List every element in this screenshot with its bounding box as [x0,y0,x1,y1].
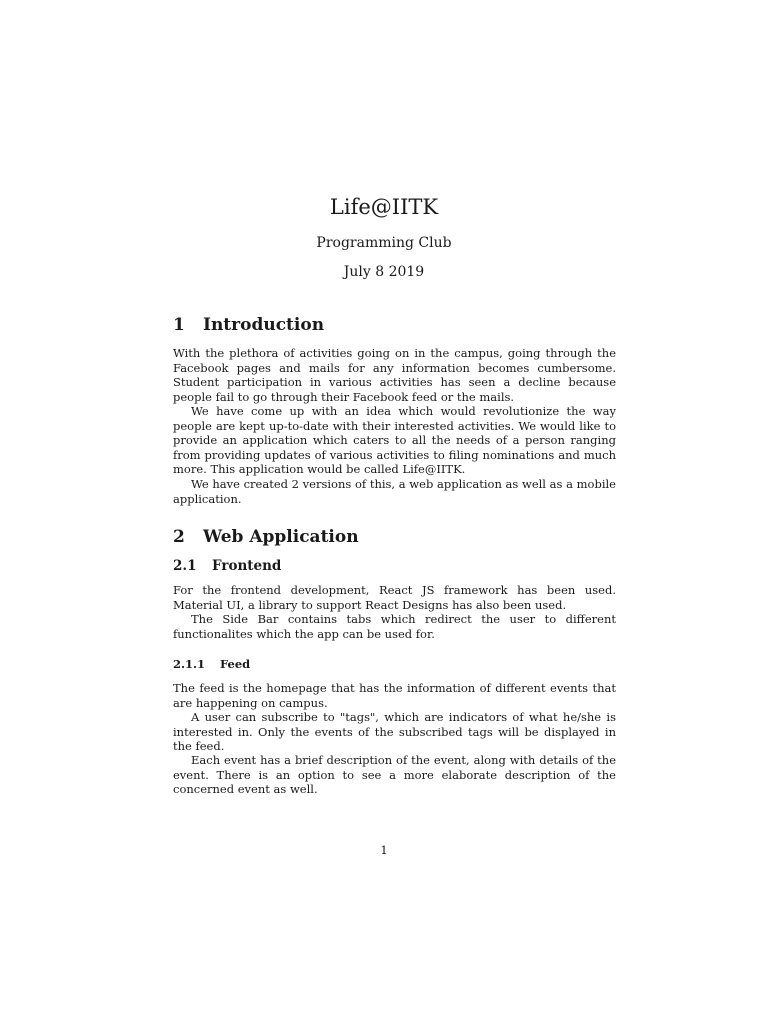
document-author: Programming Club [316,235,452,251]
subsection-number: 2.1 [173,558,197,574]
subsection-heading-frontend [173,558,281,574]
section-heading-web-application [173,527,359,547]
subsubsection-heading-feed [173,657,250,671]
document-date: July 8 2019 [343,264,425,280]
page-number: 1 [380,843,388,857]
subsection-title: Frontend [212,558,282,574]
document-title: Life@IITK [329,195,439,219]
paragraph: Each event has a brief description of the event, along with details of the event. There is an option to see a more elaborate description of the concerned event as well. [173,753,616,797]
section-title: Web Application [203,527,359,547]
paragraph: We have come up with an idea which would revolutionize the way people are kept up-to-date with their interested activities. We would like to provide an application which caters to all the needs of a person ranging from providing updates of various activities to filing nominations and much more. This application would be called Life@IITK. [173,404,616,477]
paragraph: A user can subscribe to "tags", which are indicators of what he/she is interested in. Only the events of the subscribed tags will be displayed in the feed. [173,710,616,754]
subsubsection-title: Feed [220,657,251,671]
section-title: Introduction [203,315,325,335]
paragraph: The feed is the homepage that has the information of different events that are happening on campus. [173,681,616,710]
paragraph: With the plethora of activities going on in the campus, going through the Facebook pages and mails for any information becomes cumbersome. Student participation in various activities has seen a decline because people fail to go through their Facebook feed or the mails. [173,346,616,404]
subsubsection-number: 2.1.1 [173,657,206,671]
paragraph: For the frontend development, React JS framework has been used. Material UI, a library to support React Designs has also been used. [173,583,616,612]
paragraph: The Side Bar contains tabs which redirect the user to different functionalites which the app can be used for. [173,612,616,641]
section-heading-introduction [173,315,324,335]
section-number: 1 [173,315,185,335]
paragraph: We have created 2 versions of this, a web application as well as a mobile application. [173,477,616,506]
section-number: 2 [173,527,185,547]
